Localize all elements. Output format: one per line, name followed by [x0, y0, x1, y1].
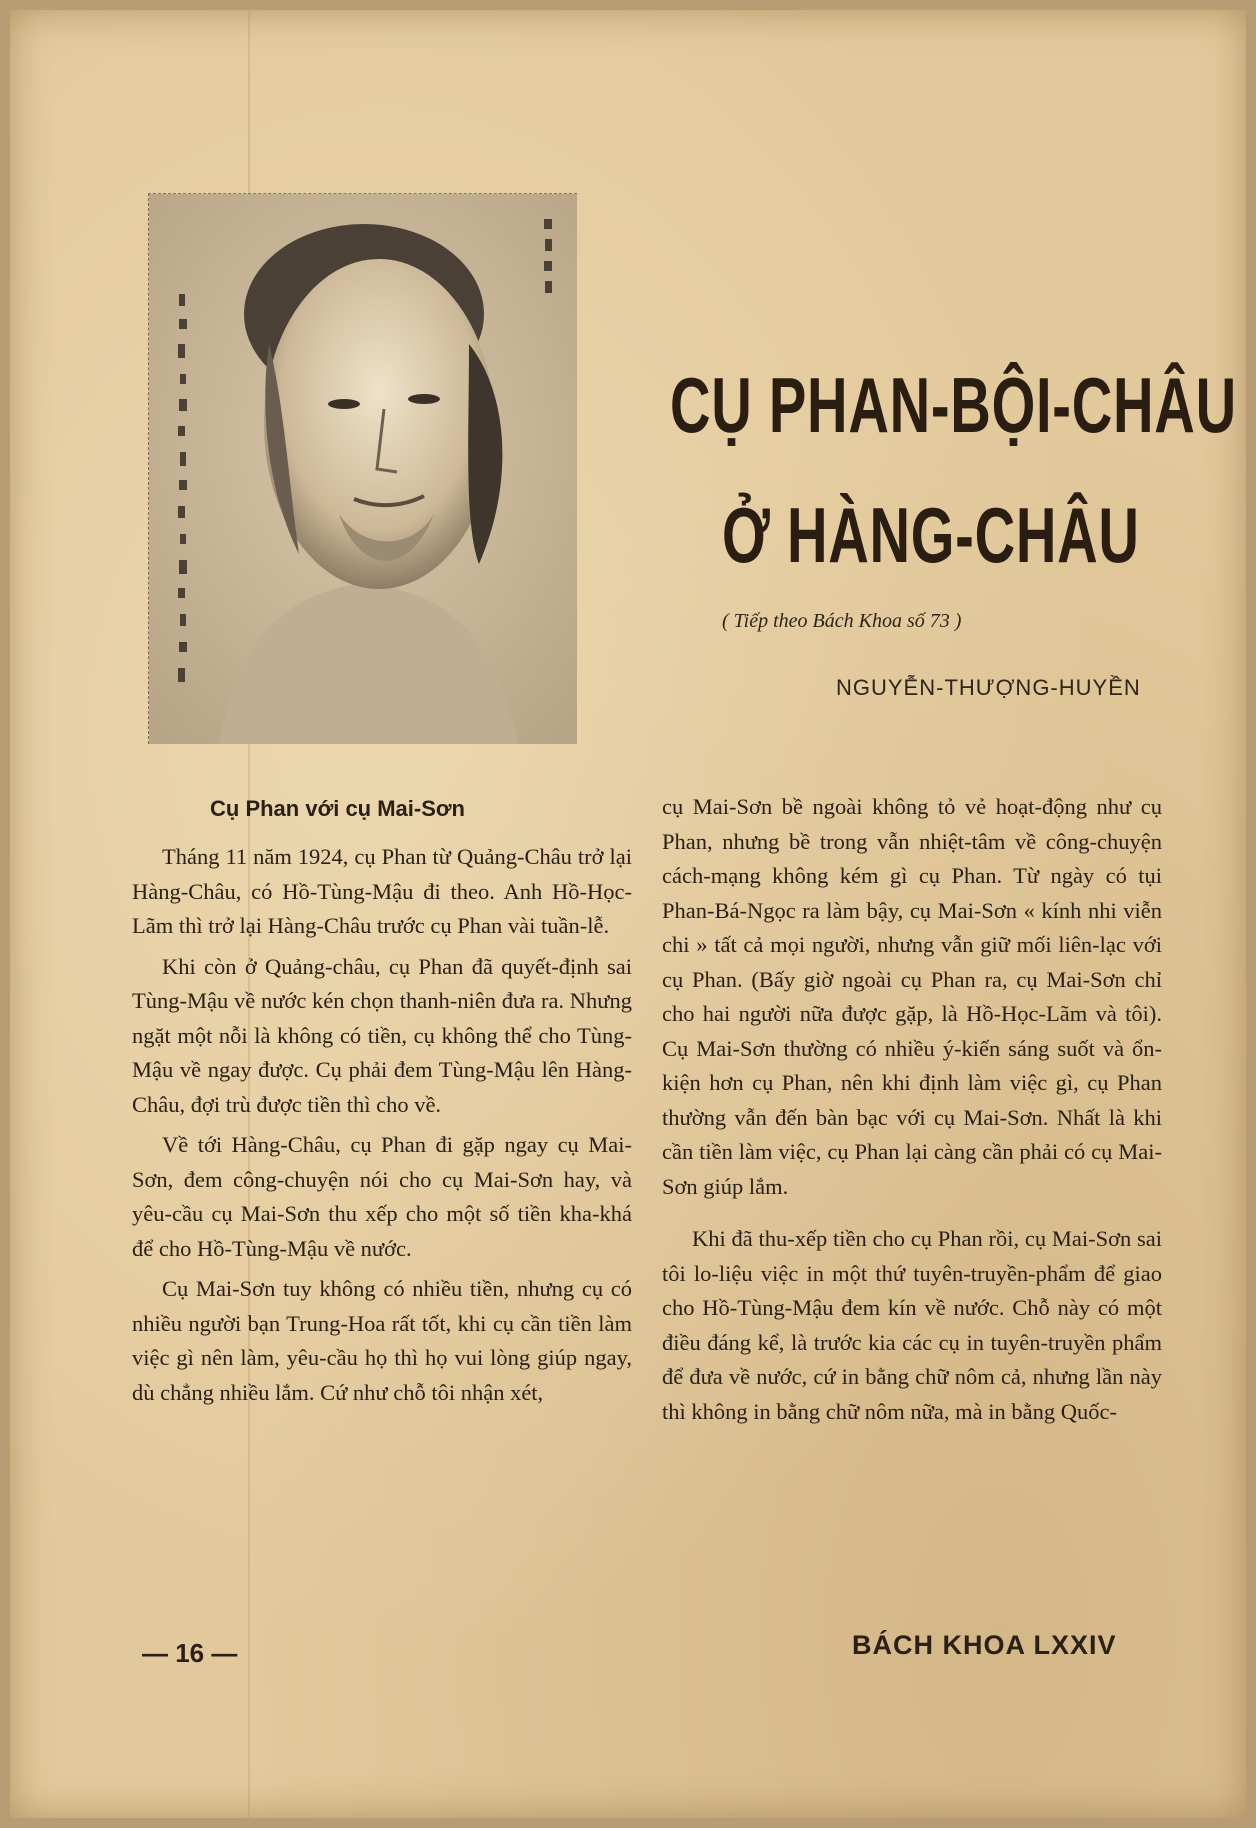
- article-title-line2: Ở HÀNG-CHÂU: [722, 491, 1140, 579]
- section-heading: Cụ Phan với cụ Mai-Sơn: [210, 796, 465, 821]
- paragraph: Về tới Hàng-Châu, cụ Phan đi gặp ngay cụ Mai-Sơn, đem công-chuyện nói cho cụ Mai-Sơn hay, và yêu-cầu cụ Mai-Sơn thu xếp cho một số tiền kha-khá để cho Hồ-Tùng-Mậu về nước.: [132, 1132, 632, 1261]
- paragraph: cụ Mai-Sơn bề ngoài không tỏ vẻ hoạt-động như cụ Phan, nhưng bề trong vẫn nhiệt-tâm về công-chuyện cách-mạng không kém gì cụ Phan. Từ ngày có tụi Phan-Bá-Ngọc ra làm bậy, cụ Mai-Sơn « kính nhi viễn chi » tất cả mọi người, nhưng vẫn giữ mối liên-lạc với cụ Phan. (Bấy giờ ngoài cụ Phan ra, cụ Mai-Sơn chỉ cho hai người nữa được gặp, là Hồ-Học-Lãm và tôi). Cụ Mai-Sơn thường có nhiều ý-kiến sáng suốt và ổn-kiện hơn cụ Phan, nên khi định làm việc gì, cụ Phan thường vẫn đến bàn bạc với cụ Mai-Sơn. Nhất là khi cần tiền làm việc, cụ Phan lại càng cần phải có cụ Mai-Sơn giúp lắm.: [662, 794, 1162, 1199]
- article-author: NGUYỄN-THƯỢNG-HUYỀN: [836, 675, 1141, 700]
- publication-name: BÁCH KHOA LXXIV: [852, 1630, 1117, 1660]
- paragraph: Tháng 11 năm 1924, cụ Phan từ Quảng-Châu trở lại Hàng-Châu, có Hồ-Tùng-Mậu đi theo. Anh Hồ-Học-Lãm thì trở lại Hàng-Châu trước cụ Phan vài tuần-lễ.: [132, 844, 632, 938]
- left-column: [132, 840, 632, 1410]
- paragraph: Cụ Mai-Sơn tuy không có nhiều tiền, nhưng cụ có nhiều người bạn Trung-Hoa rất tốt, khi cụ cần tiền làm việc gì nên làm, yêu-cầu họ thì họ vui lòng giúp ngay, dù chẳng nhiều lắm. Cứ như chỗ tôi nhận xét,: [132, 1276, 632, 1405]
- right-column: [662, 790, 1162, 1429]
- portrait-illustration: [149, 194, 577, 744]
- magazine-page: [10, 10, 1246, 1818]
- paragraph: Khi còn ở Quảng-châu, cụ Phan đã quyết-định sai Tùng-Mậu về nước kén chọn thanh-niên đưa ra. Nhưng ngặt một nỗi là không có tiền, cụ không thể cho Tùng-Mậu về ngay được. Cụ phải đem Tùng-Mậu lên Hàng-Châu, đợi trù được tiền thì cho về.: [132, 953, 632, 1117]
- article-subtitle: ( Tiếp theo Bách Khoa số 73 ): [722, 610, 962, 632]
- paragraph: Khi đã thu-xếp tiền cho cụ Phan rồi, cụ Mai-Sơn sai tôi lo-liệu việc in một thứ tuyên-truyền-phẩm để giao cho Hồ-Tùng-Mậu đem kín về nước. Chỗ này có một điều đáng kể, là trước kia các cụ in tuyên-truyền phẩm để đưa về nước, cứ in bằng chữ nôm cả, nhưng lần này thì không in bằng chữ nôm nữa, mà in bằng Quốc-: [662, 1226, 1162, 1424]
- page-number: — 16 —: [142, 1638, 238, 1668]
- article-title-line1: CỤ PHAN-BỘI-CHÂU: [670, 361, 1237, 449]
- portrait-photo: [148, 193, 577, 744]
